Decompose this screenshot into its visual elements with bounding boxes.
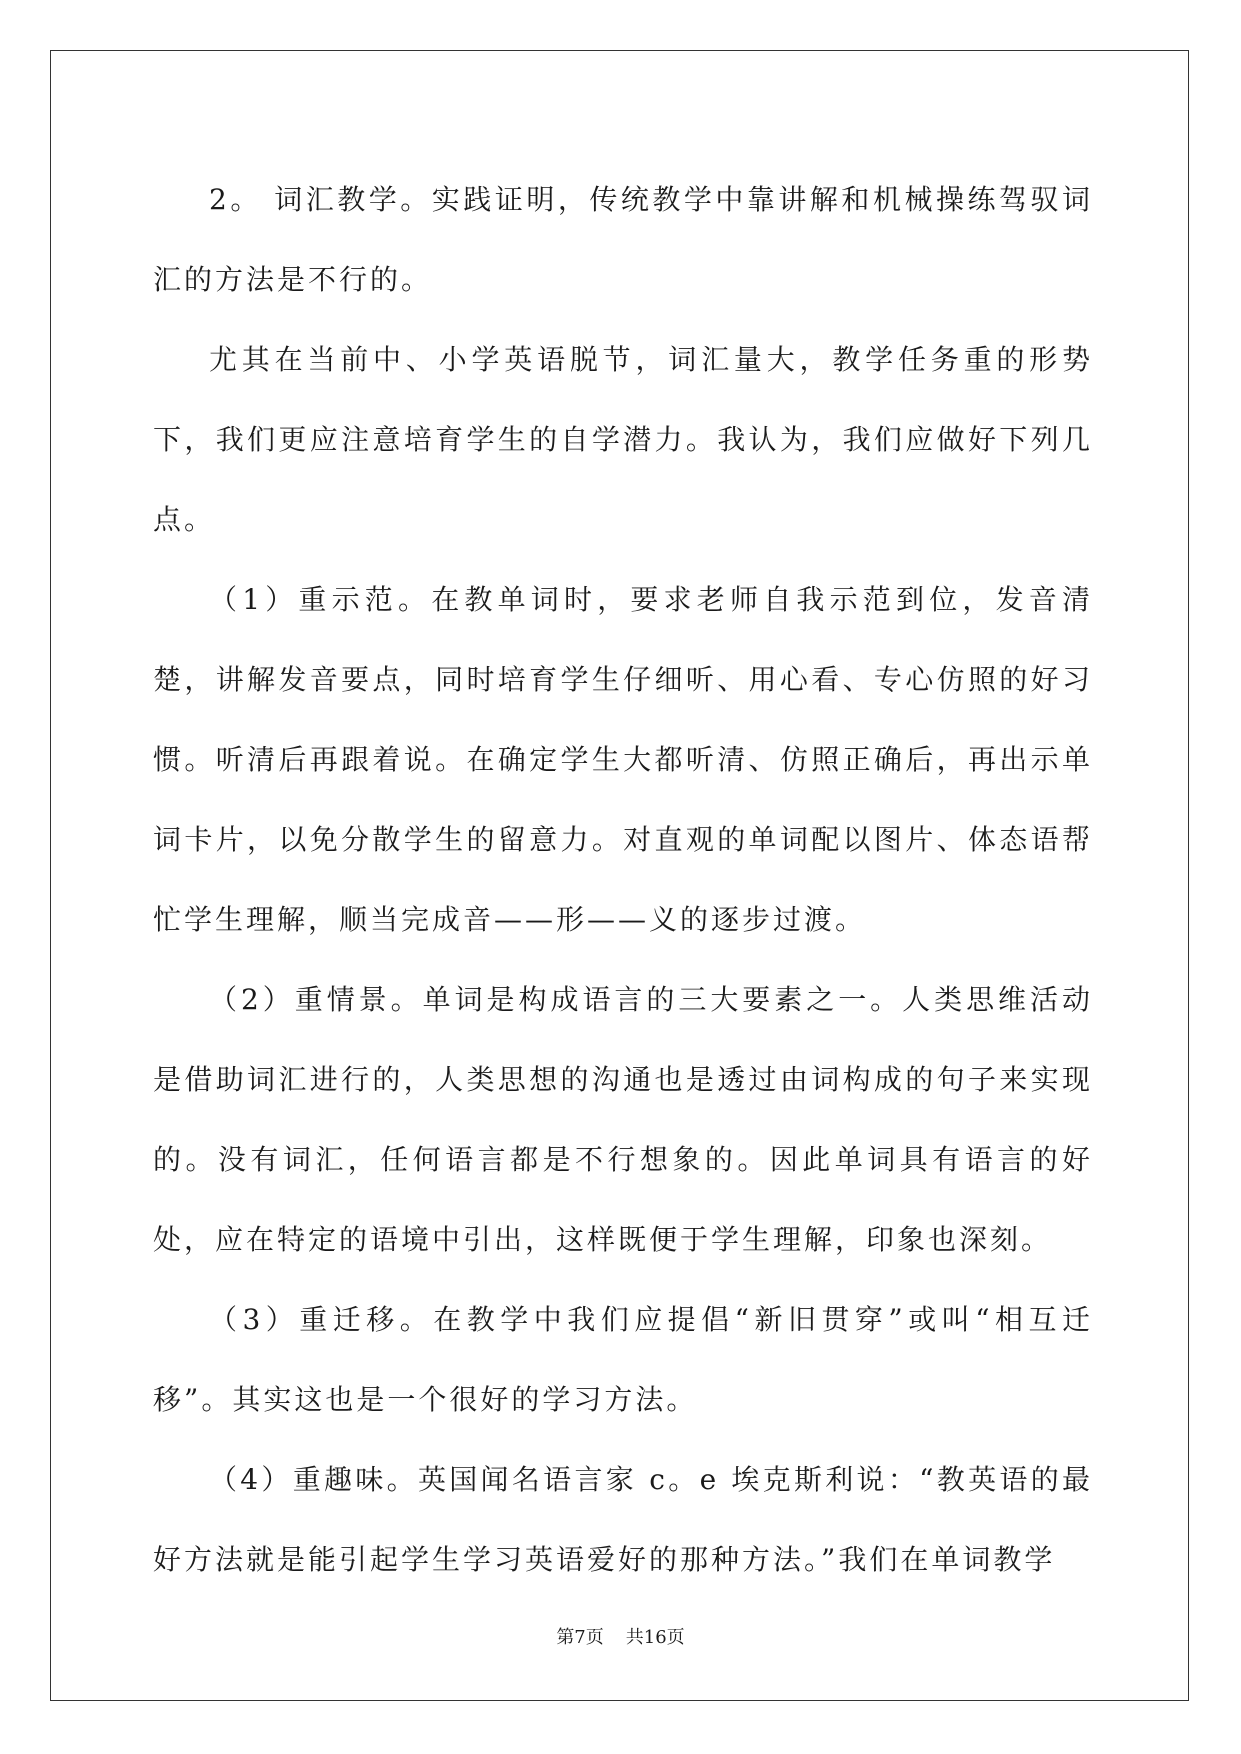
total-pages: 共16页 [625, 1627, 685, 1648]
paragraph-demonstration: （1）重示范。在教单词时，要求老师自我示范到位，发音清楚，讲解发音要点，同时培育学生仔细听、用心看、专心仿照的好习惯。听清后再跟着说。在确定学生大都听清、仿照正确后，再出示单词卡片，以免分散学生的留意力。对直观的单词配以图片、体态语帮忙学生理解，顺当完成音——形——义的逐步过渡。 [153, 583, 1093, 936]
paragraph-interest: （4）重趣味。英国闻名语言家 c。e 埃克斯利说：“教英语的最好方法就是能引起学生学习英语爱好的那种方法。”我们在单词教学 [153, 1463, 1093, 1576]
paragraph-transfer: （3）重迁移。在教学中我们应提倡“新旧贯穿”或叫“相互迁移”。其实这也是一个很好的学习方法。 [153, 1303, 1093, 1416]
document-body [153, 160, 1093, 1600]
paragraph-context: （2）重情景。单词是构成语言的三大要素之一。人类思维活动是借助词汇进行的，人类思想的沟通也是透过由词构成的句子来实现的。没有词汇，任何语言都是不行想象的。因此单词具有语言的好处，应在特定的语境中引出，这样既便于学生理解，印象也深刻。 [153, 983, 1093, 1256]
page-footer [0, 1623, 1241, 1649]
current-page-number: 第7页 [556, 1627, 604, 1648]
paragraph-self-study: 尤其在当前中、小学英语脱节，词汇量大，教学任务重的形势下，我们更应注意培育学生的自学潜力。我认为，我们应做好下列几点。 [153, 343, 1093, 536]
paragraph-vocabulary-teaching: 2。 词汇教学。实践证明，传统教学中靠讲解和机械操练驾驭词汇的方法是不行的。 [153, 183, 1093, 296]
